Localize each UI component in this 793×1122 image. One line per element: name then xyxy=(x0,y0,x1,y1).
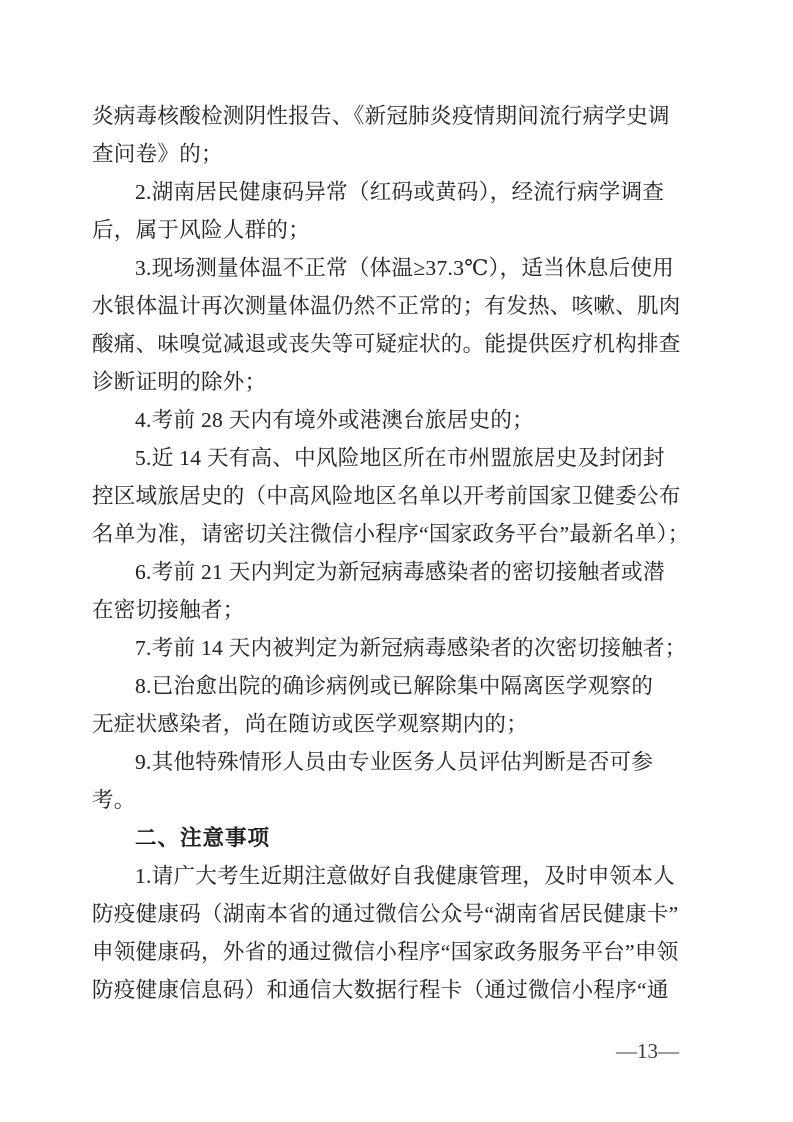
document-text-line: 9.其他特殊情形人员由专业医务人员评估判断是否可参 xyxy=(135,750,654,774)
page-body-text xyxy=(92,97,722,1009)
document-text-line: 无症状感染者，尚在随访或医学观察期内的； xyxy=(92,712,529,736)
document-text-line: 在密切接触者； xyxy=(92,598,245,622)
document-text-line: 申领健康码，外省的通过微信小程序“国家政务服务平台”申领 xyxy=(92,940,679,964)
document-text-line: 3.现场测量体温不正常（体温≥37.3℃），适当休息后使用 xyxy=(135,256,675,280)
document-text-line: 查问卷》的； xyxy=(92,142,223,166)
document-text-line: 防疫健康信息码）和通信大数据行程卡（通过微信小程序“通 xyxy=(92,978,669,1002)
page-number: —13— xyxy=(616,1039,679,1063)
document-text-line: 水银体温计再次测量体温仍然不正常的；有发热、咳嗽、肌肉 xyxy=(92,294,681,318)
document-text-line: 炎病毒核酸检测阴性报告、《新冠肺炎疫情期间流行病学史调 xyxy=(92,104,670,128)
document-text-line: 诊断证明的除外； xyxy=(92,370,267,394)
document-text-line: 考。 xyxy=(92,788,136,812)
section-heading: 二、注意事项 xyxy=(135,826,271,850)
document-text-line: 6.考前 21 天内判定为新冠病毒感染者的密切接触者或潜 xyxy=(135,560,665,584)
document-text-line: 酸痛、味嗅觉减退或丧失等可疑症状的。能提供医疗机构排查 xyxy=(92,332,681,356)
document-text-line: 5.近 14 天有高、中风险地区所在市州盟旅居史及封闭封 xyxy=(135,446,665,470)
document-text-line: 防疫健康码（湖南本省的通过微信公众号“湖南省居民健康卡” xyxy=(92,902,679,926)
document-text-line: 4.考前 28 天内有境外或港澳台旅居史的； xyxy=(135,408,534,432)
document-text-line: 后，属于风险人群的； xyxy=(92,218,311,242)
document-text-line: 7.考前 14 天内被判定为新冠病毒感染者的次密切接触者； xyxy=(135,636,687,660)
document-text-line: 控区域旅居史的（中高风险地区名单以开考前国家卫健委公布 xyxy=(92,484,681,508)
document-text-line: 2.湖南居民健康码异常（红码或黄码），经流行病学调查 xyxy=(135,180,665,204)
document-text-line: 8.已治愈出院的确诊病例或已解除集中隔离医学观察的 xyxy=(135,674,654,698)
document-text-line: 名单为准，请密切关注微信小程序“国家政务平台”最新名单）； xyxy=(92,522,690,546)
document-text-line: 1.请广大考生近期注意做好自我健康管理，及时申领本人 xyxy=(135,864,675,888)
